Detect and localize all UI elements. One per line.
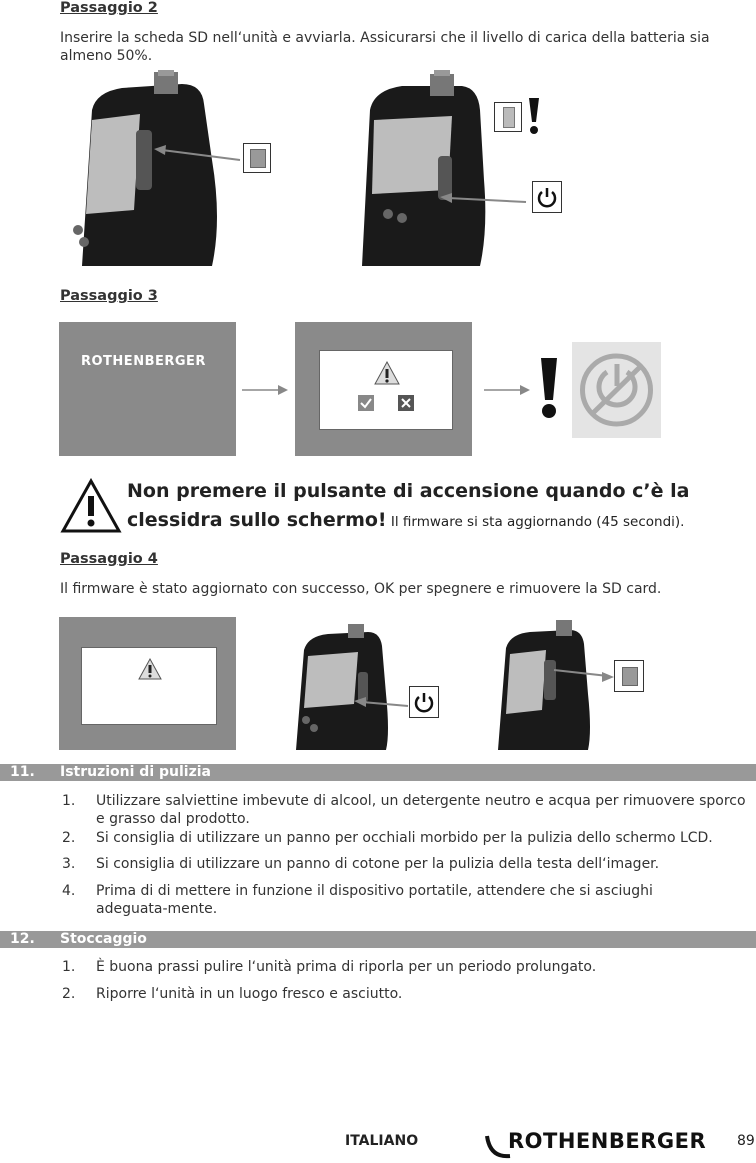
page-number: 89 (737, 1133, 755, 1149)
warning-headline: Non premere il pulsante di accensione quando c’è la clessidra sullo schermo! (127, 480, 690, 531)
cancel-icon (398, 395, 414, 411)
warning-tail: Il firmware si sta aggiornando (45 secondi). (386, 514, 685, 530)
list-item-number: 2. (62, 986, 76, 1002)
notice-icon (138, 658, 162, 680)
battery-icon (494, 102, 522, 132)
success-screen (59, 617, 236, 750)
warning-triangle-icon (60, 478, 122, 534)
list-item-number: 4. (62, 883, 76, 899)
section-number: 11. (10, 764, 35, 780)
inspection-camera-device (296, 624, 388, 750)
inspection-camera-device (498, 620, 590, 750)
boot-screen (59, 322, 236, 456)
power-button-icon (409, 686, 439, 718)
sd-card-icon (243, 143, 271, 173)
list-item-number: 2. (62, 830, 76, 846)
hourglass-warning-icon (374, 361, 400, 385)
step2-title: Passaggio 2 (60, 0, 158, 16)
section-header-cleaning (0, 764, 756, 781)
list-item-text: Utilizzare salviettine imbevute di alcool, un detergente neutro e acqua per rimuovere sporco e grasso dal prodotto. (96, 793, 746, 827)
arrow-right-icon (240, 384, 290, 396)
footer-language: ITALIANO (345, 1133, 419, 1149)
footer-brand-text: ROTHENBERGER (508, 1129, 707, 1153)
list-item-text: È buona prassi pulire l‘unità prima di riporla per un periodo prolungato. (96, 959, 597, 975)
section-title: Istruzioni di pulizia (60, 764, 211, 780)
step4-title: Passaggio 4 (60, 551, 158, 567)
sd-card-icon (614, 660, 644, 692)
device-image-power-off (292, 624, 412, 750)
list-item-text: Riporre l‘unità in un luogo fresco e asciutto. (96, 986, 403, 1002)
section-header-storage (0, 931, 756, 948)
list-item-text: Prima di di mettere in funzione il dispositivo portatile, attendere che si asciughi adeguata-mente. (96, 883, 653, 917)
device-image-power-on (352, 70, 532, 267)
exclamation-icon (538, 356, 560, 420)
check-icon (358, 395, 374, 411)
update-screen (295, 322, 472, 456)
screen-brand-logo: ROTHENBERGER (81, 354, 206, 369)
section-title: Stoccaggio (60, 931, 147, 947)
list-item-number: 1. (62, 793, 76, 809)
step3-title: Passaggio 3 (60, 288, 158, 304)
inspection-camera-device (362, 70, 485, 266)
inspection-camera-device (73, 70, 217, 266)
step4-text: Il firmware è stato aggiornato con successo, OK per spegnere e rimuovere la SD card. (60, 581, 662, 597)
warning-message (127, 477, 749, 537)
step2-text: Inserire la scheda SD nell‘unità e avviarla. Assicurarsi che il livello di carica della batteria sia almeno 50%. (60, 30, 710, 64)
device-image-sd-remove (494, 620, 614, 750)
success-dialog (81, 647, 217, 725)
list-item-text: Si consiglia di utilizzare un panno per occhiali morbido per la pulizia dello schermo LCD. (96, 830, 713, 846)
list-item-number: 3. (62, 856, 76, 872)
no-power-icon (572, 342, 661, 438)
update-dialog (319, 350, 453, 430)
section-number: 12. (10, 931, 35, 947)
power-button-icon (532, 181, 562, 213)
exclamation-icon (526, 96, 542, 136)
list-item-number: 1. (62, 959, 76, 975)
footer-brand-logo (484, 1126, 716, 1160)
arrow-right-icon (482, 384, 532, 396)
list-item-text: Si consiglia di utilizzare un panno di cotone per la pulizia della testa dell‘imager. (96, 856, 660, 872)
